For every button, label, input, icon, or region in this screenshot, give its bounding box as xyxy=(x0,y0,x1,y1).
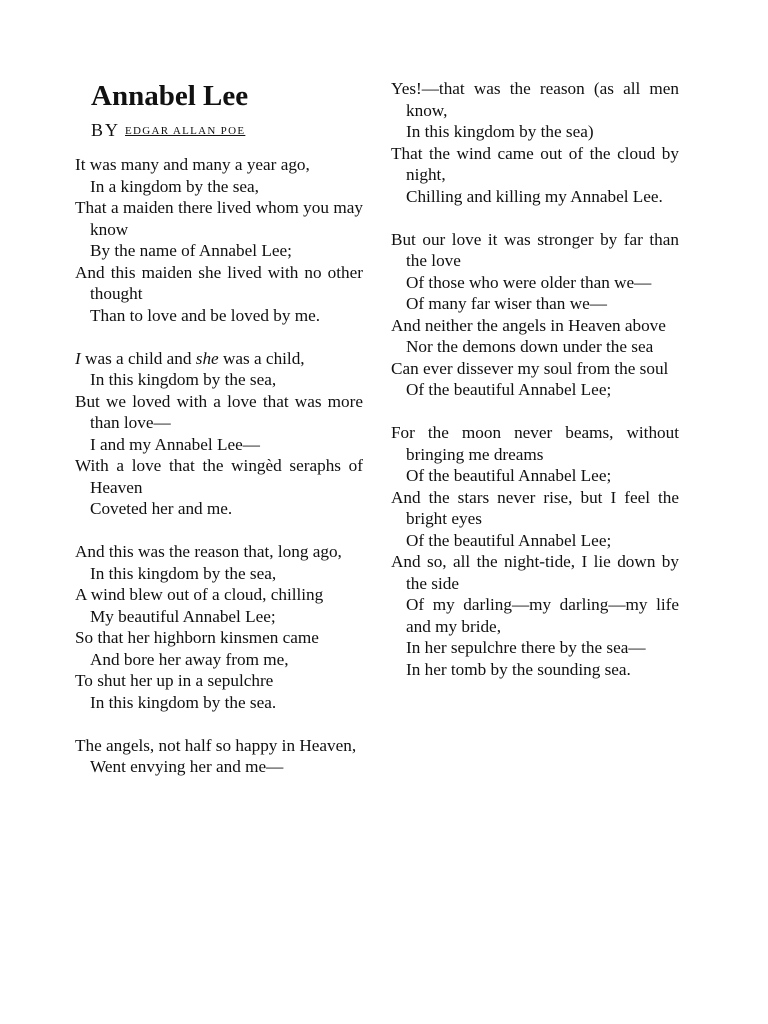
stanza xyxy=(75,348,363,520)
poem-line: In this kingdom by the sea, xyxy=(90,370,277,389)
poem-line: Went envying her and me— xyxy=(90,757,284,776)
stanza xyxy=(391,229,679,401)
right-column xyxy=(391,78,679,702)
poem-line: And so, all the night-tide, I lie down by the side xyxy=(391,552,679,593)
poem-line: In a kingdom by the sea, xyxy=(90,176,259,196)
poem-line: The angels, not half so happy in Heaven, xyxy=(75,735,357,755)
poem-line: Of my darling—my darling—my life and my bride, xyxy=(406,595,679,636)
author-link[interactable]: EDGAR ALLAN POE xyxy=(125,125,246,137)
poem-line: Chilling and killing my Annabel Lee. xyxy=(406,186,663,206)
poem-line: Nor the demons down under the sea xyxy=(406,337,654,356)
poem-line: And the stars never rise, but I feel the bright eyes xyxy=(391,487,679,528)
byline xyxy=(91,117,245,144)
poem-line: Of those who were older than we— xyxy=(406,272,652,292)
poem-line: Yes!—that was the reason (as all men know, xyxy=(391,79,679,120)
stanza xyxy=(391,422,679,680)
poem-line: In her tomb by the sounding sea. xyxy=(406,659,631,679)
stanza xyxy=(75,541,363,713)
byline-prefix: BY xyxy=(91,120,121,140)
poem-line: In this kingdom by the sea, xyxy=(90,563,277,583)
poem-line: That a maiden there lived whom you may know xyxy=(75,198,363,239)
poem-line: And bore her away from me, xyxy=(90,649,289,669)
poem-line: In this kingdom by the sea. xyxy=(90,692,277,712)
poem-line: It was many and many a year ago, xyxy=(75,155,310,174)
poem-line: For the moon never beams, without bringing me dreams xyxy=(391,423,679,464)
poem-line: And this maiden she lived with no other thought xyxy=(75,262,363,303)
poem-line: But we loved with a love that was more than love— xyxy=(75,391,363,432)
poem-line: With a love that the wingèd seraphs of Heaven xyxy=(75,456,363,497)
poem-line: Of the beautiful Annabel Lee; xyxy=(406,380,612,399)
poem-line: Of many far wiser than we— xyxy=(406,294,607,313)
stanza xyxy=(75,735,363,778)
poem-line: So that her highborn kinsmen came xyxy=(75,628,319,647)
poem-line: Can ever dissever my soul from the soul xyxy=(391,358,669,378)
poem-line: By the name of Annabel Lee; xyxy=(90,241,292,260)
poem-line: And neither the angels in Heaven above xyxy=(391,315,666,335)
poem-line: To shut her up in a sepulchre xyxy=(75,671,274,690)
poem-line: And this was the reason that, long ago, xyxy=(75,542,342,561)
poem-line: I and my Annabel Lee— xyxy=(90,434,260,454)
poem-line: Of the beautiful Annabel Lee; xyxy=(406,466,612,485)
poem-line: I was a child and she was a child, xyxy=(75,348,305,368)
poem-title: Annabel Lee xyxy=(91,80,249,112)
poem-line: In this kingdom by the sea) xyxy=(406,122,594,141)
poem-line: A wind blew out of a cloud, chilling xyxy=(75,585,324,604)
poem-line: My beautiful Annabel Lee; xyxy=(90,606,276,626)
poem-line: Of the beautiful Annabel Lee; xyxy=(406,530,612,550)
poem-line: But our love it was stronger by far than the love xyxy=(391,229,679,270)
poem-line: In her sepulchre there by the sea— xyxy=(406,638,646,657)
stanza xyxy=(75,154,363,326)
poem-line: Coveted her and me. xyxy=(90,499,233,518)
left-column xyxy=(75,154,363,799)
poem-line: Than to love and be loved by me. xyxy=(90,305,321,325)
poem-line: That the wind came out of the cloud by night, xyxy=(391,143,679,184)
stanza xyxy=(391,78,679,207)
